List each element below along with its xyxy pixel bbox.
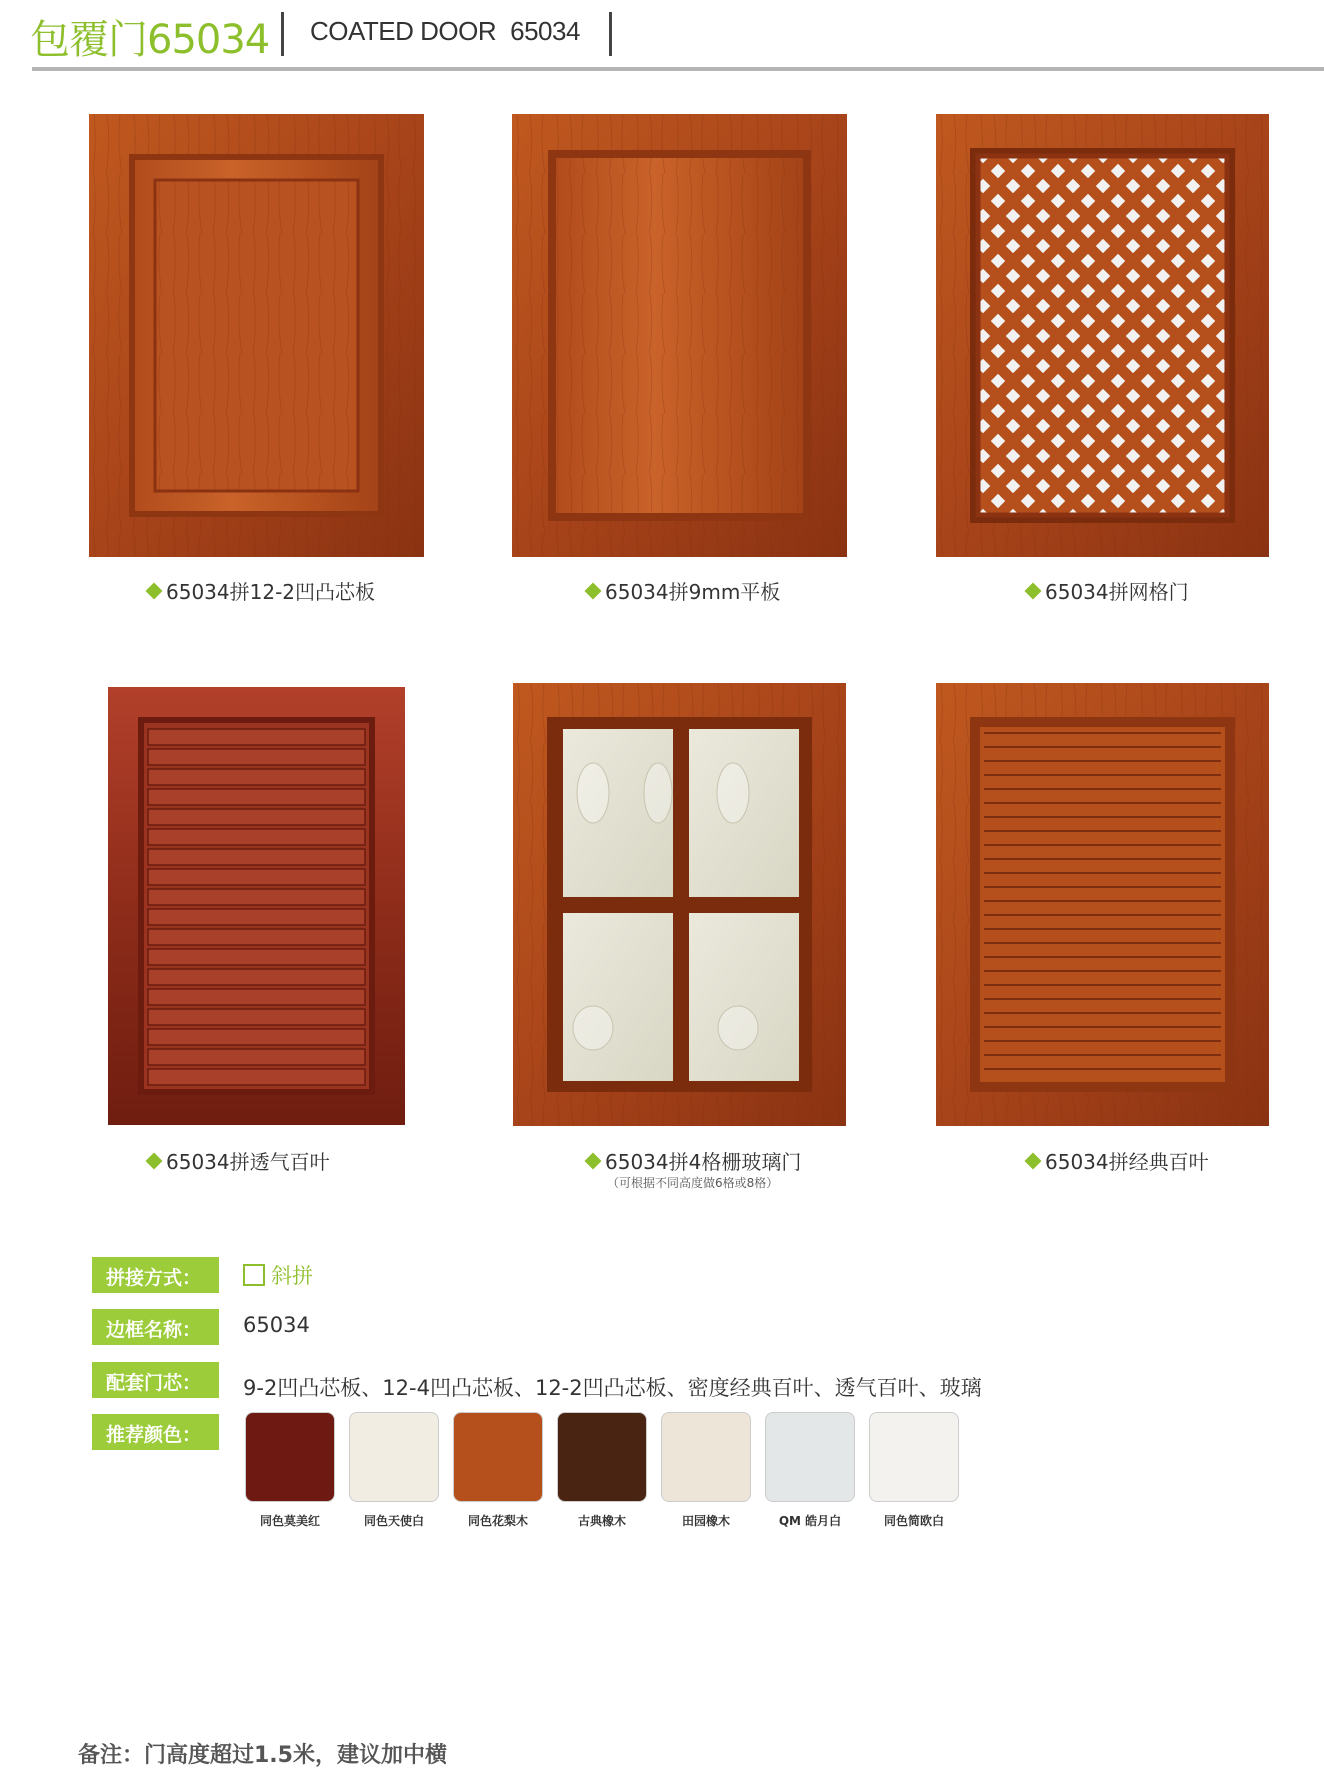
door-caption-text: 65034拼9mm平板 xyxy=(605,580,781,604)
color-swatch xyxy=(349,1412,439,1502)
checkbox-icon xyxy=(243,1264,265,1286)
color-swatch-label: 同色天使白 xyxy=(363,1514,424,1528)
door-caption xyxy=(587,1146,801,1175)
diamond-icon xyxy=(1025,1153,1042,1170)
door-caption-text: 65034拼12-2凹凸芯板 xyxy=(166,580,376,604)
diamond-icon xyxy=(146,583,163,600)
diamond-icon xyxy=(146,1153,163,1170)
door-caption-text: 65034拼网格门 xyxy=(1045,580,1189,604)
color-swatch-label: 田园橡木 xyxy=(681,1514,730,1528)
door-classic-louver xyxy=(936,683,1269,1126)
color-swatch xyxy=(453,1412,543,1502)
color-swatch xyxy=(765,1412,855,1502)
door-caption xyxy=(1027,1146,1209,1175)
page-title-cn: 包覆门65034 xyxy=(30,17,270,63)
color-swatch-label: 古典橡木 xyxy=(577,1514,626,1528)
door-louver xyxy=(108,687,405,1125)
spec-label-core: 配套门芯： xyxy=(92,1362,219,1398)
door-lattice xyxy=(936,114,1269,557)
door-caption-text: 65034拼经典百叶 xyxy=(1045,1150,1209,1174)
page-header xyxy=(0,0,1324,70)
door-caption-text: 65034拼透气百叶 xyxy=(166,1150,330,1174)
door-raised-panel xyxy=(89,114,424,557)
door-caption xyxy=(1027,576,1189,605)
spec-label-joint: 拼接方式： xyxy=(92,1257,219,1293)
door-glass-4-grid xyxy=(513,683,846,1126)
joint-value-text: 斜拼 xyxy=(271,1264,313,1288)
door-caption xyxy=(587,576,780,605)
diamond-icon xyxy=(585,1153,602,1170)
diamond-icon xyxy=(1025,583,1042,600)
color-swatch xyxy=(661,1412,751,1502)
color-swatch-label: QM 皓月白 xyxy=(778,1514,842,1528)
page-title-en xyxy=(310,16,580,47)
header-rule xyxy=(32,67,1324,71)
diamond-icon xyxy=(585,583,602,600)
door-caption-text: 65034拼4格栅玻璃门 xyxy=(605,1150,802,1174)
header-divider xyxy=(281,12,284,56)
footnote: 备注：门高度超过1.5米，建议加中横 xyxy=(78,1743,447,1768)
color-swatch-label: 同色莫美红 xyxy=(259,1514,320,1528)
color-swatch-label: 同色花梨木 xyxy=(467,1514,528,1528)
spec-value-frame: 65034 xyxy=(243,1313,310,1337)
header-divider xyxy=(609,12,612,56)
color-swatch xyxy=(869,1412,959,1502)
spec-label-color: 推荐颜色： xyxy=(92,1414,219,1450)
door-flat-panel xyxy=(512,114,847,557)
color-swatch-label: 同色简欧白 xyxy=(883,1514,944,1528)
door-caption xyxy=(148,1146,330,1175)
title-en-code: 65034 xyxy=(510,16,580,46)
color-swatch xyxy=(557,1412,647,1502)
spec-value-core: 9-2凹凸芯板、12-4凹凸芯板、12-2凹凸芯板、密度经典百叶、透气百叶、玻璃 xyxy=(243,1376,982,1400)
door-subnote: （可根据不同高度做6格或8格） xyxy=(607,1176,779,1190)
color-swatch xyxy=(245,1412,335,1502)
door-caption xyxy=(148,576,375,605)
spec-value-joint xyxy=(243,1260,313,1290)
title-en-text: COATED DOOR xyxy=(310,16,497,46)
spec-label-frame: 边框名称： xyxy=(92,1309,219,1345)
